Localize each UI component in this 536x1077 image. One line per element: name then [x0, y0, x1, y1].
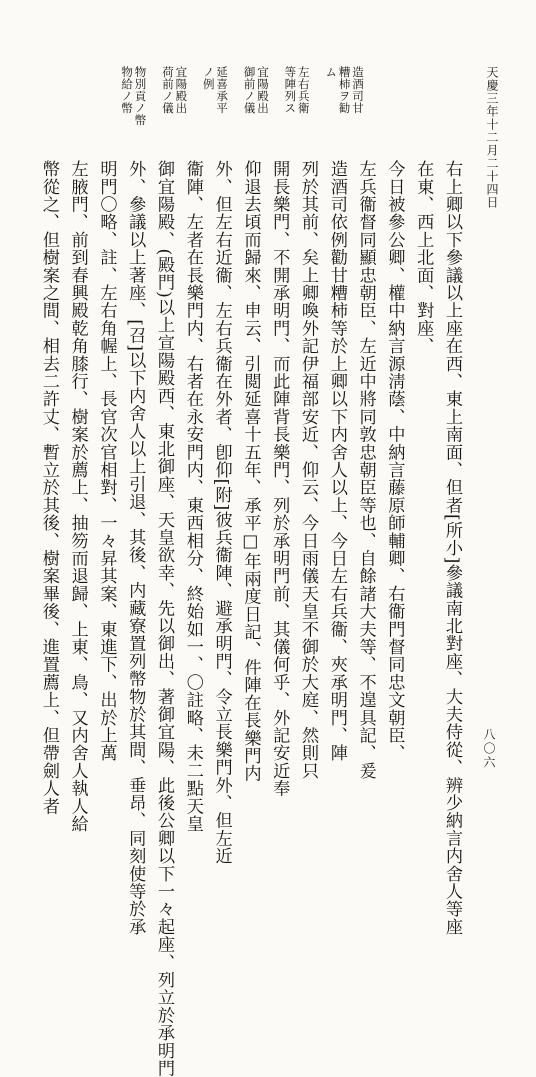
text-column: 幣從之、但樹案之間、相去二許丈、暫立於其後、樹案畢後、進置薦上、但帶劍人者	[38, 160, 59, 815]
text-column: 造酒司依例勸甘糟柿等於上卿以下内舍人以上、今日左右兵衞、夾承明門、陣	[326, 160, 347, 762]
index-line: 等陣列ス	[283, 66, 298, 114]
index-group	[201, 66, 228, 148]
index-group	[324, 66, 364, 148]
text-column: 御宜陽殿、(殿門)以上宣陽殿西、東北御座、天皇欲幸、先以御出、著御宜陽、此後公卿以下一々起座、列立於承明門	[154, 160, 175, 1077]
index-group	[242, 66, 269, 148]
index-line: ノ例	[201, 66, 216, 90]
text-column: 外、參議以上著座、[召]以下内舍人以上引退、其後、内藏寮置列幣物於其間、垂昂、同刻使等於承	[125, 160, 146, 936]
text-column: 開長樂門、不開承明門、而此陣背長樂門、列於承明門前、其儀何乎、外記安近奉	[269, 160, 290, 798]
main-text	[34, 160, 466, 1077]
index-group	[161, 66, 188, 148]
text-column: 列於其前、矣上卿喚外記伊福部安近、仰云、今日雨儀天皇不御於大庭、然則只	[298, 160, 319, 780]
text-column: 外、但左右近衞、左右兵衞在外者、卽仰[附]彼兵衞陣、避承明門、令立長樂門外、但左近	[211, 160, 232, 865]
index-line: 物給ノ幣	[120, 66, 135, 114]
index-line: 宜陽殿出	[255, 66, 270, 114]
index-line: 左右兵衛	[296, 66, 311, 114]
index-line: 糟柿ヲ勧	[337, 66, 352, 114]
text-column: 衞陣、左者在長樂門内、右者在永安門内、東西相分、終始如一、〇註略、未二點天皇	[182, 160, 203, 833]
text-column: 在東、西上北面、對座、	[413, 160, 434, 355]
index-group	[120, 66, 147, 148]
running-header-date: 天慶三年十二月二十四日	[485, 66, 499, 209]
text-column: 今日被參公卿、權中納言源淸蔭、中納言藤原師輔卿、右衞門督同忠文朝臣、	[384, 160, 405, 762]
index-line: 御前ノ儀	[242, 66, 257, 114]
index-line: ム	[324, 66, 339, 78]
text-column: 仰退去頃而歸來、申云、引閲延喜十五年、承平□年兩度日記、件陣在長樂門内	[240, 160, 261, 783]
heading-index	[106, 66, 364, 148]
page-number: 八〇六	[482, 728, 496, 770]
index-group	[283, 66, 310, 148]
index-line: 宜陽殿出	[174, 66, 189, 114]
index-line: 物別貢ノ幣	[133, 66, 148, 126]
text-column: 右上卿以下參議以上座在西、東上南面、但者[所小]參議南北對座、大夫侍從、辨少納言内舍人等座	[442, 160, 462, 936]
index-line: 延喜承平	[215, 66, 230, 114]
index-line: 造酒司甘	[351, 66, 365, 114]
text-column: 左腋門、前到春興殿乾角膝行、樹案於薦上、抽笏而退歸、上東、鳥、又内舍人執人給	[67, 160, 88, 833]
text-column: 左兵衞督同顯忠朝臣、左近中將同敦忠朝臣等也、自餘諸大夫等、不遑具記、爰	[355, 160, 376, 780]
index-line: 荷前ノ儀	[160, 66, 175, 114]
text-column: 明門〇略、註、左右角幄上、長官次官相對、一々昇其案、東進下、出於上萬	[96, 160, 117, 762]
